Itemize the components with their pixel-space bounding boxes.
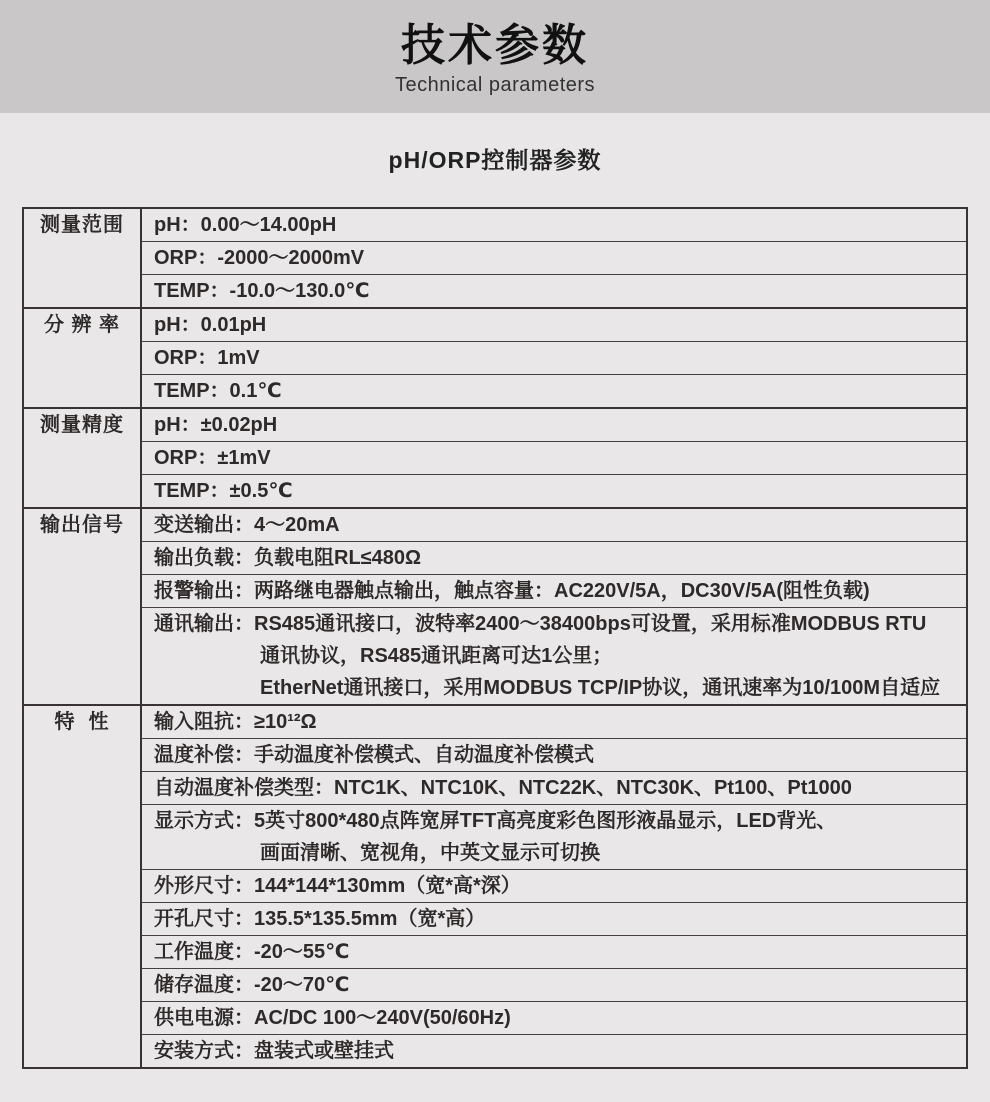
spec-row-text: TEMP：0.1℃	[154, 380, 282, 402]
spec-row	[142, 474, 966, 507]
spec-row-text: 通讯输出：RS485通讯接口，波特率2400～38400bps可设置，采用标准MODBUS RTU	[154, 613, 927, 635]
spec-group-features	[24, 704, 966, 1067]
spec-row	[142, 441, 966, 474]
page-subtitle: Technical parameters	[394, 73, 596, 96]
spec-row-text: 输入阻抗：≥10¹²Ω	[154, 711, 317, 733]
spec-row-text: TEMP：±0.5℃	[154, 480, 293, 502]
spec-group-label: 特 性	[24, 706, 142, 1067]
spec-group-rows	[142, 706, 966, 1067]
spec-row-text: 显示方式：5英寸800*480点阵宽屏TFT高亮度彩色图形液晶显示，LED背光、	[154, 810, 837, 832]
spec-group-output-signal	[24, 507, 966, 704]
spec-group-label: 测量范围	[24, 209, 142, 307]
spec-row-text: pH：±0.02pH	[154, 414, 278, 436]
spec-row-text: 报警输出：两路继电器触点输出，触点容量：AC220V/5A，DC30V/5A(阻性负载)	[154, 580, 870, 602]
spec-table	[22, 207, 968, 1069]
spec-row-text: 开孔尺寸：135.5*135.5mm（宽*高）	[154, 908, 486, 930]
spec-row-text: 自动温度补偿类型：NTC1K、NTC10K、NTC22K、NTC30K、Pt100、Pt1000	[154, 777, 852, 799]
spec-row-text: ORP：±1mV	[154, 447, 271, 469]
spec-row	[142, 509, 966, 541]
spec-row-text-continuation: 通讯协议，RS485通讯距离可达1公里；	[260, 645, 613, 667]
spec-row-text: 储存温度：-20～70℃	[154, 974, 350, 996]
spec-row	[142, 1034, 966, 1067]
spec-row	[142, 409, 966, 441]
spec-group-label: 分 辨 率	[24, 309, 142, 407]
spec-row-text: 安装方式：盘装式或壁挂式	[154, 1040, 394, 1062]
spec-group-measure-range	[24, 209, 966, 307]
spec-row	[142, 341, 966, 374]
spec-row	[142, 902, 966, 935]
spec-row-text: 温度补偿：手动温度补偿模式、自动温度补偿模式	[154, 744, 594, 766]
spec-group-rows	[142, 309, 966, 407]
spec-row-communication	[142, 607, 966, 704]
spec-group-rows	[142, 209, 966, 307]
spec-row-text: 变送输出：4～20mA	[154, 514, 340, 536]
spec-row-text: TEMP：-10.0～130.0℃	[154, 280, 370, 302]
spec-row	[142, 869, 966, 902]
spec-row	[142, 968, 966, 1001]
spec-row	[142, 706, 966, 738]
spec-row-text-continuation: 画面清晰、宽视角，中英文显示可切换	[260, 842, 600, 864]
spec-row-text: 供电电源：AC/DC 100～240V(50/60Hz)	[154, 1007, 511, 1029]
page-title: 技术参数	[401, 20, 589, 70]
spec-group-accuracy	[24, 407, 966, 507]
spec-row	[142, 771, 966, 804]
section-title: pH/ORP控制器参数	[388, 147, 602, 173]
spec-group-label: 测量精度	[24, 409, 142, 507]
spec-row-text: 工作温度：-20～55℃	[154, 941, 350, 963]
spec-row	[142, 374, 966, 407]
spec-group-rows	[142, 509, 966, 704]
spec-group-label: 输出信号	[24, 509, 142, 704]
spec-row	[142, 541, 966, 574]
spec-row-text: 外形尺寸：144*144*130mm（宽*高*深）	[154, 875, 521, 897]
spec-row-text: 输出负载：负载电阻RL≤480Ω	[154, 547, 422, 569]
header-banner	[0, 0, 990, 113]
spec-group-resolution	[24, 307, 966, 407]
spec-row	[142, 209, 966, 241]
spec-row	[142, 1001, 966, 1034]
spec-row-text: pH：0.00～14.00pH	[154, 214, 337, 236]
spec-row-text: ORP：-2000～2000mV	[154, 247, 365, 269]
spec-row-text-continuation: EtherNet通讯接口，采用MODBUS TCP/IP协议，通讯速率为10/100M自适应	[260, 677, 941, 699]
spec-row-display-mode	[142, 804, 966, 869]
spec-row	[142, 935, 966, 968]
spec-row	[142, 274, 966, 307]
spec-row-text: pH：0.01pH	[154, 314, 267, 336]
spec-row	[142, 309, 966, 341]
spec-row	[142, 574, 966, 607]
spec-row	[142, 241, 966, 274]
spec-row-text: ORP：1mV	[154, 347, 260, 369]
spec-group-rows	[142, 409, 966, 507]
spec-row	[142, 738, 966, 771]
